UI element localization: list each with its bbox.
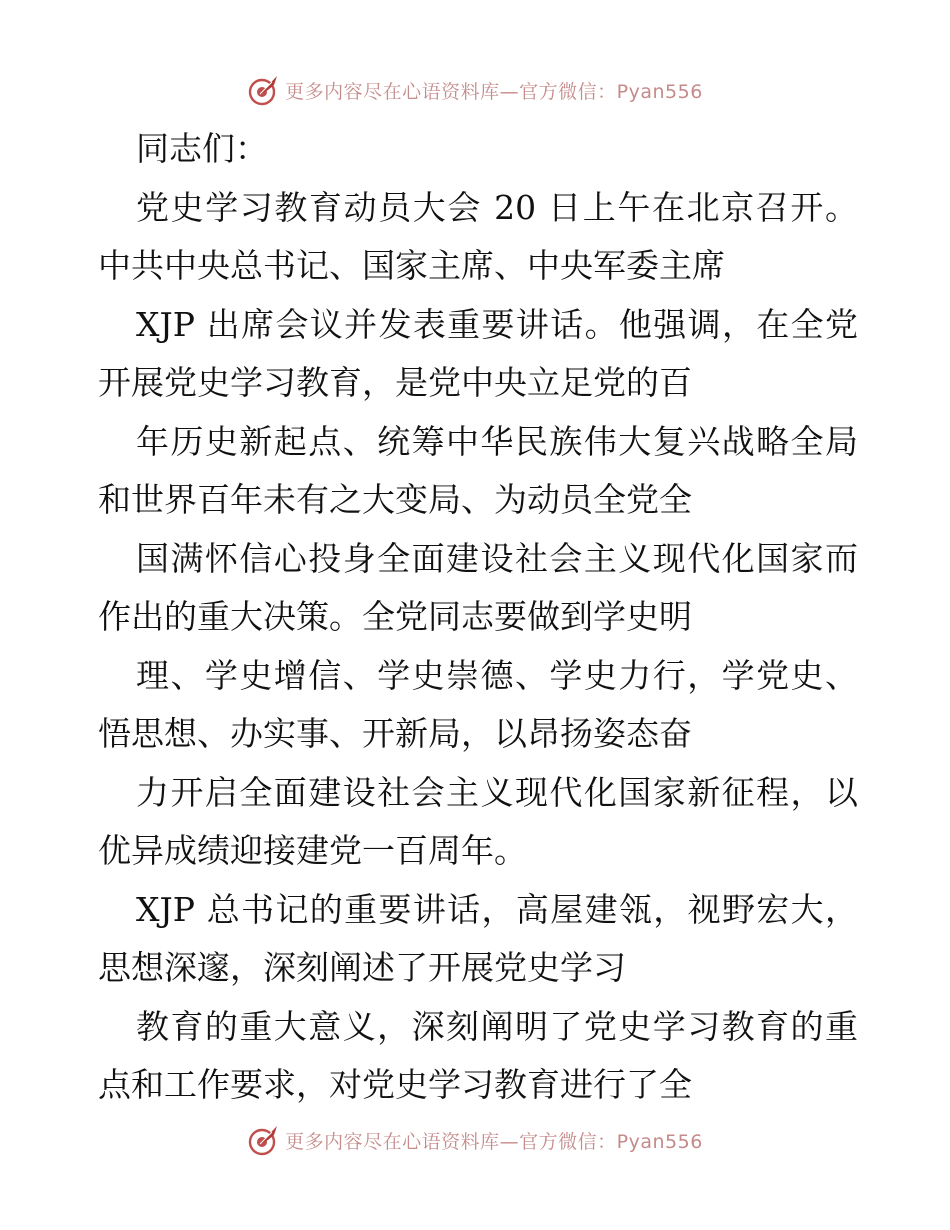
text-line: 点和工作要求，对党史学习教育进行了全	[98, 1065, 692, 1104]
feather-quill-seal-icon	[247, 73, 281, 107]
text-line: 教育的重大意义，深刻阐明了党史学习教育的重	[136, 1006, 858, 1046]
text-line: XJP 出席会议并发表重要讲话。他强调，在全党	[136, 304, 858, 344]
text-line: 国满怀信心投身全面建设社会主义现代化国家而	[136, 538, 858, 578]
text-line: 力开启全面建设社会主义现代化国家新征程，以	[136, 772, 858, 812]
text-line: 和世界百年未有之大变局、为动员全党全	[98, 480, 692, 519]
text-line: 开展党史学习教育，是党中央立足党的百	[98, 363, 692, 402]
text-line: 理、学史增信、学史崇德、学史力行，学党史、	[136, 655, 858, 695]
document-body	[98, 120, 858, 1115]
text-line: XJP 总书记的重要讲话，高屋建瓴，视野宏大，	[136, 889, 858, 929]
text-line: 中共中央总书记、国家主席、中央军委主席	[98, 246, 725, 285]
text-line: 同志们：	[136, 129, 268, 168]
text-line: 悟思想、办实事、开新局，以昂扬姿态奋	[98, 714, 692, 753]
text-line: 党史学习教育动员大会 20 日上午在北京召开。	[136, 187, 858, 227]
text-line: 年历史新起点、统筹中华民族伟大复兴战略全局	[136, 421, 858, 461]
feather-quill-seal-icon	[247, 1123, 281, 1157]
header-watermark	[0, 68, 950, 112]
watermark-text: 更多内容尽在心语资料库—官方微信：Pyan556	[285, 1130, 703, 1153]
text-line: 思想深邃，深刻阐述了开展党史学习	[98, 948, 626, 987]
text-line: 作出的重大决策。全党同志要做到学史明	[98, 597, 692, 636]
footer-watermark	[0, 1118, 950, 1162]
watermark-text: 更多内容尽在心语资料库—官方微信：Pyan556	[285, 80, 703, 103]
text-line: 优异成绩迎接建党一百周年。	[98, 831, 527, 870]
